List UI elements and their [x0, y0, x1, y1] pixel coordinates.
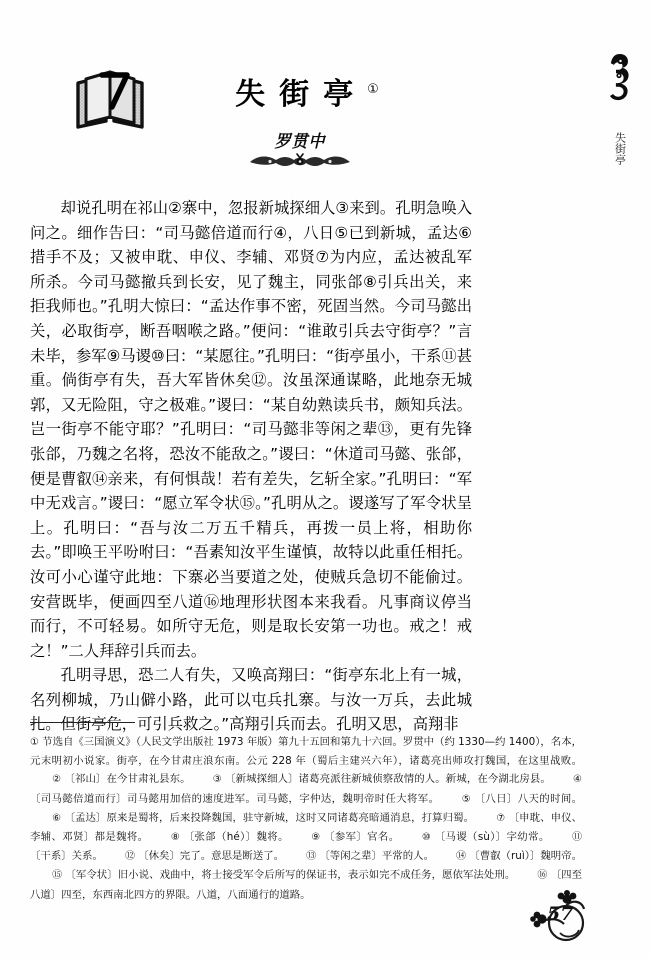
page-folio	[530, 889, 614, 949]
footnote-text: 〔司马懿倍道而行〕司马懿用加倍的速度进军。司马懿，字仲达，魏明帝时任大将军。	[30, 792, 440, 805]
article-body	[30, 196, 472, 737]
author-block	[150, 127, 450, 169]
running-head-label: 失街亭	[613, 132, 627, 165]
footnote-text: 〔等闲之辈〕平常的人。	[319, 850, 434, 863]
footnote-text: 〔祁山〕在今甘肃礼县东。	[64, 773, 191, 786]
footnote-number: ⑪	[571, 832, 582, 844]
running-head	[598, 52, 642, 165]
footnote-number: ⑨	[310, 832, 325, 844]
floral-divider-ornament	[248, 153, 352, 169]
footnote-text: 〔休矣〕完了。意思是断送了。	[138, 850, 285, 863]
footnote-text: 〔新城探细人〕诸葛亮派往新城侦察敌情的人。新城，在今湖北房县。	[225, 773, 551, 786]
page-number: 57	[547, 903, 574, 925]
footnote-number: ⑧	[170, 832, 184, 844]
scroll-ornament	[603, 52, 637, 106]
title-block	[0, 55, 590, 180]
footnote-separator	[30, 722, 135, 723]
footnote-text: 〔八日〕八天的时间。	[474, 792, 582, 805]
footnote-number: ③	[212, 774, 226, 786]
footnote-number: ⑦	[496, 812, 509, 824]
footnote-number: ①	[30, 737, 43, 748]
footnote-number: ⑬	[306, 851, 320, 863]
footnote-text: 〔申耽、申仪、李辅、邓贤〕都是魏将。	[30, 811, 582, 844]
body-paragraph: 却说孔明在祁山②寨中，忽报新城探细人③来到。孔明急唤入问之。细作告曰：“司马懿倍道而行④，八日⑤已到新城，孟达⑥措手不及；又被申耽、申仪、李辅、邓贤⑦为内应，孟达被乱军所杀。今司马懿撤兵到长安，见了魏主，同张郃⑧引兵出关，来拒我师也。”孔明大惊曰：“孟达作事不密，死固当然。今司马懿出关，必取街亭，断吾咽喉之路。”便问：“谁敢引兵去守街亭？”言未毕，参军⑨马谡⑩曰：“某愿往。”孔明曰：“街亭虽小，干系⑪甚重。倘街亭有失，吾大军皆休矣⑫。汝虽深通谋略，此地奈无城郭，又无险阻，守之极难。”谡曰：“某自幼熟读兵书，颇知兵法。岂一街亭不能守耶？”孔明曰：“司马懿非等闲之辈⑬，更有先锋张郃，乃魏之名将，恐汝不能敌之。”谡曰：“休道司马懿、张郃，便是曹叡⑭亲来，有何惧哉！若有差失，乞斩全家。”孔明曰：“军中无戏言。”谡曰：“愿立军令状⑮。”孔明从之。谡遂写了军令状呈上。孔明曰：“吾与汝二万五千精兵，再拨一员上将，相助你去。”即唤王平吩咐曰：“吾素知汝平生谨慎，故特以此重任相托。汝可小心谨守此地：下寨必当要道之处，使贼兵急切不能偷过。安营既毕，便画四至八道⑯地理形状图本来我看。凡事商议停当而行，不可轻易。如所守无危，则是取长安第一功也。戒之！戒之！”二人拜辞引兵而去。	[30, 199, 472, 660]
footnote-text: 〔参军〕官名。	[324, 831, 400, 844]
footnote-text: 〔马谡（sù）〕字幼常。	[434, 831, 550, 844]
footnote-number: ⑥	[52, 812, 65, 824]
footnote-number: ⑯	[537, 870, 551, 882]
footnote-text: 〔干系〕关系。	[30, 850, 103, 863]
body-paragraph: 孔明寻思，恐二人有失，又唤高翔曰：“街亭东北上有一城，名列柳城，乃山僻小路，此可以屯兵扎寨。与汝一万兵，去此城扎。但街亭危，可引兵救之。”高翔引兵而去。孔明又思，高翔非	[30, 666, 472, 734]
footnote-number: ⑭	[456, 851, 470, 863]
author-name: 罗贯中	[274, 132, 326, 152]
footnote-number: ⑮	[52, 870, 66, 882]
footnote-number: ②	[52, 774, 65, 786]
page-title	[150, 69, 450, 113]
footnote-number: ⑫	[124, 851, 139, 863]
footnote-text: 〔张郃（hé）〕魏将。	[183, 831, 289, 844]
footnote-text: 〔军令状〕旧小说、戏曲中，将士接受军令后所写的保证书，表示如完不成任务，愿依军法处刑。	[65, 869, 516, 882]
footnote-number: ④	[572, 774, 582, 786]
footnote-text: 〔四至八道〕四至，东西南北四方的界限。八道，八面通行的道路。	[30, 869, 583, 901]
footnote-list	[30, 733, 582, 904]
footnote-number: ⑩	[421, 832, 435, 844]
footnote-text: 〔孟达〕原来是蜀将，后来投降魏国，驻守新城，这时又同诸葛亮暗通消息，打算归蜀。	[64, 811, 475, 824]
footnote-text: 〔曹叡（ruì）〕魏明帝。	[469, 850, 583, 863]
title-footnote-marker: ①	[367, 82, 379, 97]
page-title-text: 失街亭	[235, 77, 368, 112]
footnote-text: 节选自《三国演义》（人民文学出版社 1973 年版）第九十五回和第九十六回。罗贯中（约 1330—约 1400），名本，元末明初小说家。街亭，在今甘肃庄浪东南。公元 228 年（蜀后主建兴六年），诸葛亮出师攻打魏国，在这里战败。	[30, 736, 582, 768]
footnote-number: ⑤	[461, 793, 475, 805]
open-book-icon	[72, 61, 148, 133]
